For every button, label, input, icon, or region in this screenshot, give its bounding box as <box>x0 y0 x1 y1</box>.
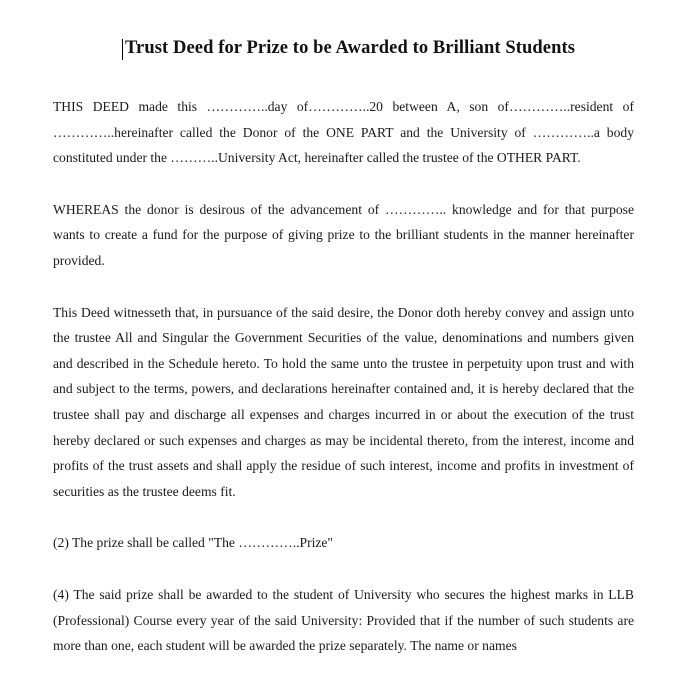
document-title-text: Trust Deed for Prize to be Awarded to Brilliant Students <box>124 38 576 58</box>
paragraph-prize-name: (2) The prize shall be called "The …………..Prize" <box>53 535 333 551</box>
title-container <box>0 38 700 59</box>
paragraph-prize-award: (4) The said prize shall be awarded to the student of University who secures the highest marks in LLB (Professional) Course every year of the said University: Provided that if the number of such students are more than one, each student will be awarded the prize separately. The name or names <box>53 586 634 654</box>
document-body[interactable] <box>53 94 634 659</box>
paragraph-spacer <box>53 171 634 197</box>
paragraph-witnesseth: This Deed witnesseth that, in pursuance of the said desire, the Donor doth hereby convey and assign unto the trustee All and Singular the Government Securities of the value, denominations and numbers given and described in the Schedule hereto. To hold the same unto the trustee in perpetuity upon trust and with and subject to the terms, powers, and declarations hereinafter contained and, it is hereby declared that the trustee shall pay and discharge all expenses and charges incurred in or about the execution of the trust hereby declared or such expenses and charges as may be incidental thereto, from the interest, income and profits of the trust assets and shall apply the residue of such interest, income and profits in investment of securities as the trustee deems fit. <box>53 304 634 499</box>
paragraph-spacer <box>53 504 634 530</box>
document-title <box>125 38 575 59</box>
paragraph-spacer <box>53 274 634 300</box>
paragraph-spacer <box>53 556 634 582</box>
paragraph-whereas: WHEREAS the donor is desirous of the advancement of ………….. knowledge and for that purpose wants to create a fund for the purpose of giving prize to the brilliant students in the manner hereinafter provided. <box>53 201 634 268</box>
text-cursor <box>122 39 123 60</box>
paragraph-parties: THIS DEED made this …………..day of…………..20 between A, son of…………..resident of …………..hereinafter called the Donor of the ONE PART and the University of …………..a body constituted under the ………..University Act, hereinafter called the trustee of the OTHER PART. <box>53 99 634 166</box>
